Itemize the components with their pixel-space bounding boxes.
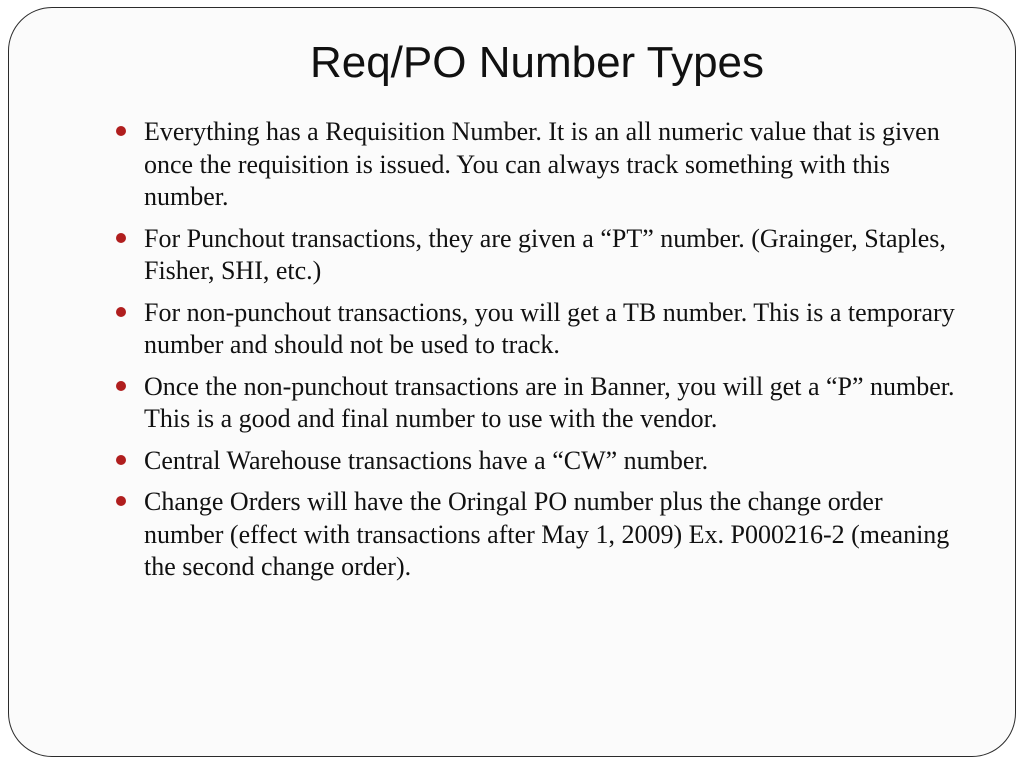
bullet-dot-icon [116, 381, 126, 391]
slide-title: Req/PO Number Types [309, 38, 765, 87]
bullet-dot-icon [116, 455, 126, 465]
bullet-text: Central Warehouse transactions have a “CW” number. [144, 445, 709, 475]
bullet-item [144, 116, 964, 214]
bullet-dot-icon [116, 307, 126, 317]
bullet-item [144, 297, 964, 362]
bullet-item [144, 223, 964, 288]
bullet-text: Everything has a Requisition Number. It is an all numeric value that is given once the requisition is issued. You can always track something with this number. [144, 117, 940, 211]
bullet-dot-icon [116, 496, 126, 506]
bullet-text: Change Orders will have the Oringal PO number plus the change order number (effect with transactions after May 1, 2009) Ex. P000216-2 (meaning the second change order). [144, 487, 950, 581]
bullet-item [144, 445, 964, 478]
bullet-text: Once the non-punchout transactions are in Banner, you will get a “P” number. This is a good and final number to use with the vendor. [144, 371, 955, 433]
bullet-item [144, 486, 964, 584]
bullet-item [144, 371, 964, 436]
bullet-dot-icon [116, 126, 126, 136]
bullet-dot-icon [116, 233, 126, 243]
bullet-text: For non-punchout transactions, you will get a TB number. This is a temporary number and should not be used to track. [144, 297, 955, 359]
bullet-list [144, 116, 964, 593]
bullet-text: For Punchout transactions, they are given a “PT” number. (Grainger, Staples, Fisher, SHI, etc.) [144, 223, 946, 285]
